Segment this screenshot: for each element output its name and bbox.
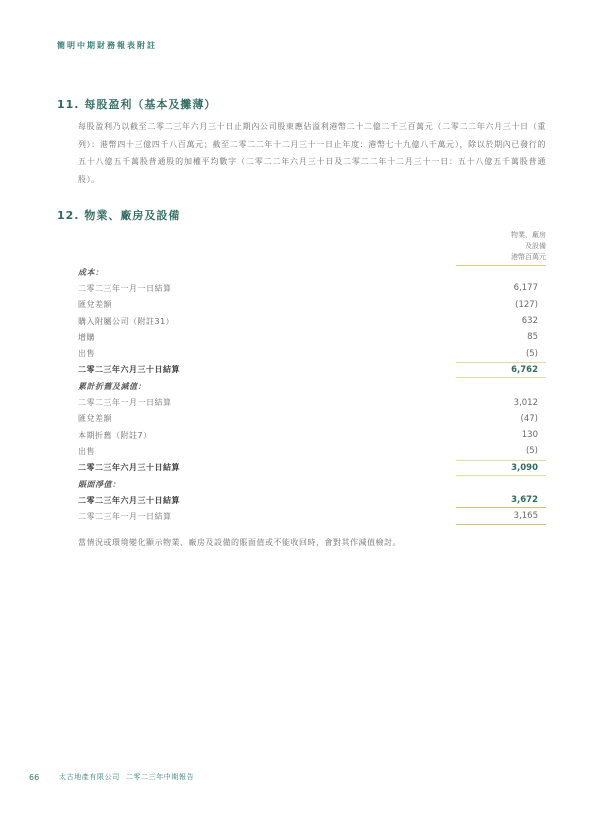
row-value: 3,672 [456, 492, 546, 508]
table-row-total [78, 492, 546, 508]
row-value: 632 [521, 316, 538, 327]
impairment-note: 當情況或環境變化顯示物業、廠房及設備的賬面值或不能收回時，會對其作減值檢討。 [78, 538, 401, 547]
row-value: 3,090 [456, 460, 546, 476]
row-label: 二零二三年六月三十日結算 [78, 463, 180, 473]
table-row [78, 508, 546, 524]
row-value: 3,012 [513, 397, 538, 408]
row-label: 增購 [78, 332, 95, 342]
table-row [78, 411, 546, 427]
row-label: 出售 [78, 349, 95, 359]
row-label: 二零二三年一月一日結算 [78, 398, 172, 408]
footer-report-title: 二零二三年中期報告 [125, 773, 195, 781]
table-row [78, 264, 546, 280]
running-head: 簡明中期財務報表附註 [57, 41, 157, 50]
table-row [78, 329, 546, 345]
table-row [78, 394, 546, 410]
row-value: (47) [520, 413, 538, 424]
row-value: (5) [525, 446, 538, 457]
row-label: 匯兌差額 [78, 414, 112, 424]
row-value: 3,165 [456, 508, 546, 524]
row-label: 本期折舊（附註7） [78, 430, 152, 440]
row-value: 85 [527, 332, 538, 343]
row-value: (127) [515, 299, 538, 310]
row-label: 二零二三年六月三十日結算 [78, 365, 180, 375]
column-header-line1: 物業、廠房 [511, 231, 546, 239]
page-footer [29, 772, 194, 782]
row-label: 二零二三年一月一日結算 [78, 512, 172, 522]
row-label: 購入附屬公司（附註31） [78, 316, 175, 326]
section-12-heading: 12. 物業、廠房及設備 [57, 209, 181, 222]
column-header-line2: 及設備 [525, 242, 546, 250]
table-row [78, 345, 546, 361]
row-value: 6,762 [456, 362, 546, 378]
ppe-table [78, 264, 546, 525]
section-11-paragraph: 每股盈利乃以截至二零二三年六月三十日止期內公司股東應佔溢利港幣二十二億二千三百萬元（二零二二年六月三十日（重列）：港幣四十三億四千八百萬元；截至二零二二年十二月三十一日止年度：港幣七十九億八千萬元），除以於期內已發行的五十八億五千萬股普通股的加權平均數字（二零二二年六月三十日及二零二二年十二月三十一日：五十八億五千萬股普通股）。 [78, 122, 546, 184]
row-label: 累計折舊及減值： [78, 381, 146, 391]
table-row [78, 313, 546, 329]
table-row [78, 297, 546, 313]
row-value: 6,177 [513, 283, 538, 294]
table-row [78, 427, 546, 443]
row-label: 成本： [78, 267, 104, 277]
row-label: 出售 [78, 446, 95, 456]
row-value: (5) [525, 348, 538, 359]
column-header [456, 230, 546, 266]
table-row [78, 443, 546, 459]
table-row-total [78, 362, 546, 378]
table-row [78, 378, 546, 394]
page-number: 66 [29, 772, 40, 782]
row-label: 匯兌差額 [78, 300, 112, 310]
section-11-heading: 11. 每股盈利（基本及攤薄） [57, 98, 217, 111]
table-row [78, 280, 546, 296]
row-label: 二零二三年一月一日結算 [78, 283, 172, 293]
column-header-line3: 港幣百萬元 [511, 253, 546, 261]
row-label: 二零二三年六月三十日結算 [78, 495, 180, 505]
row-value: 130 [521, 430, 538, 441]
table-row-total [78, 460, 546, 476]
row-label: 賬面淨值： [78, 479, 121, 489]
footer-company: 太古地產有限公司 [59, 773, 120, 781]
table-row [78, 476, 546, 492]
